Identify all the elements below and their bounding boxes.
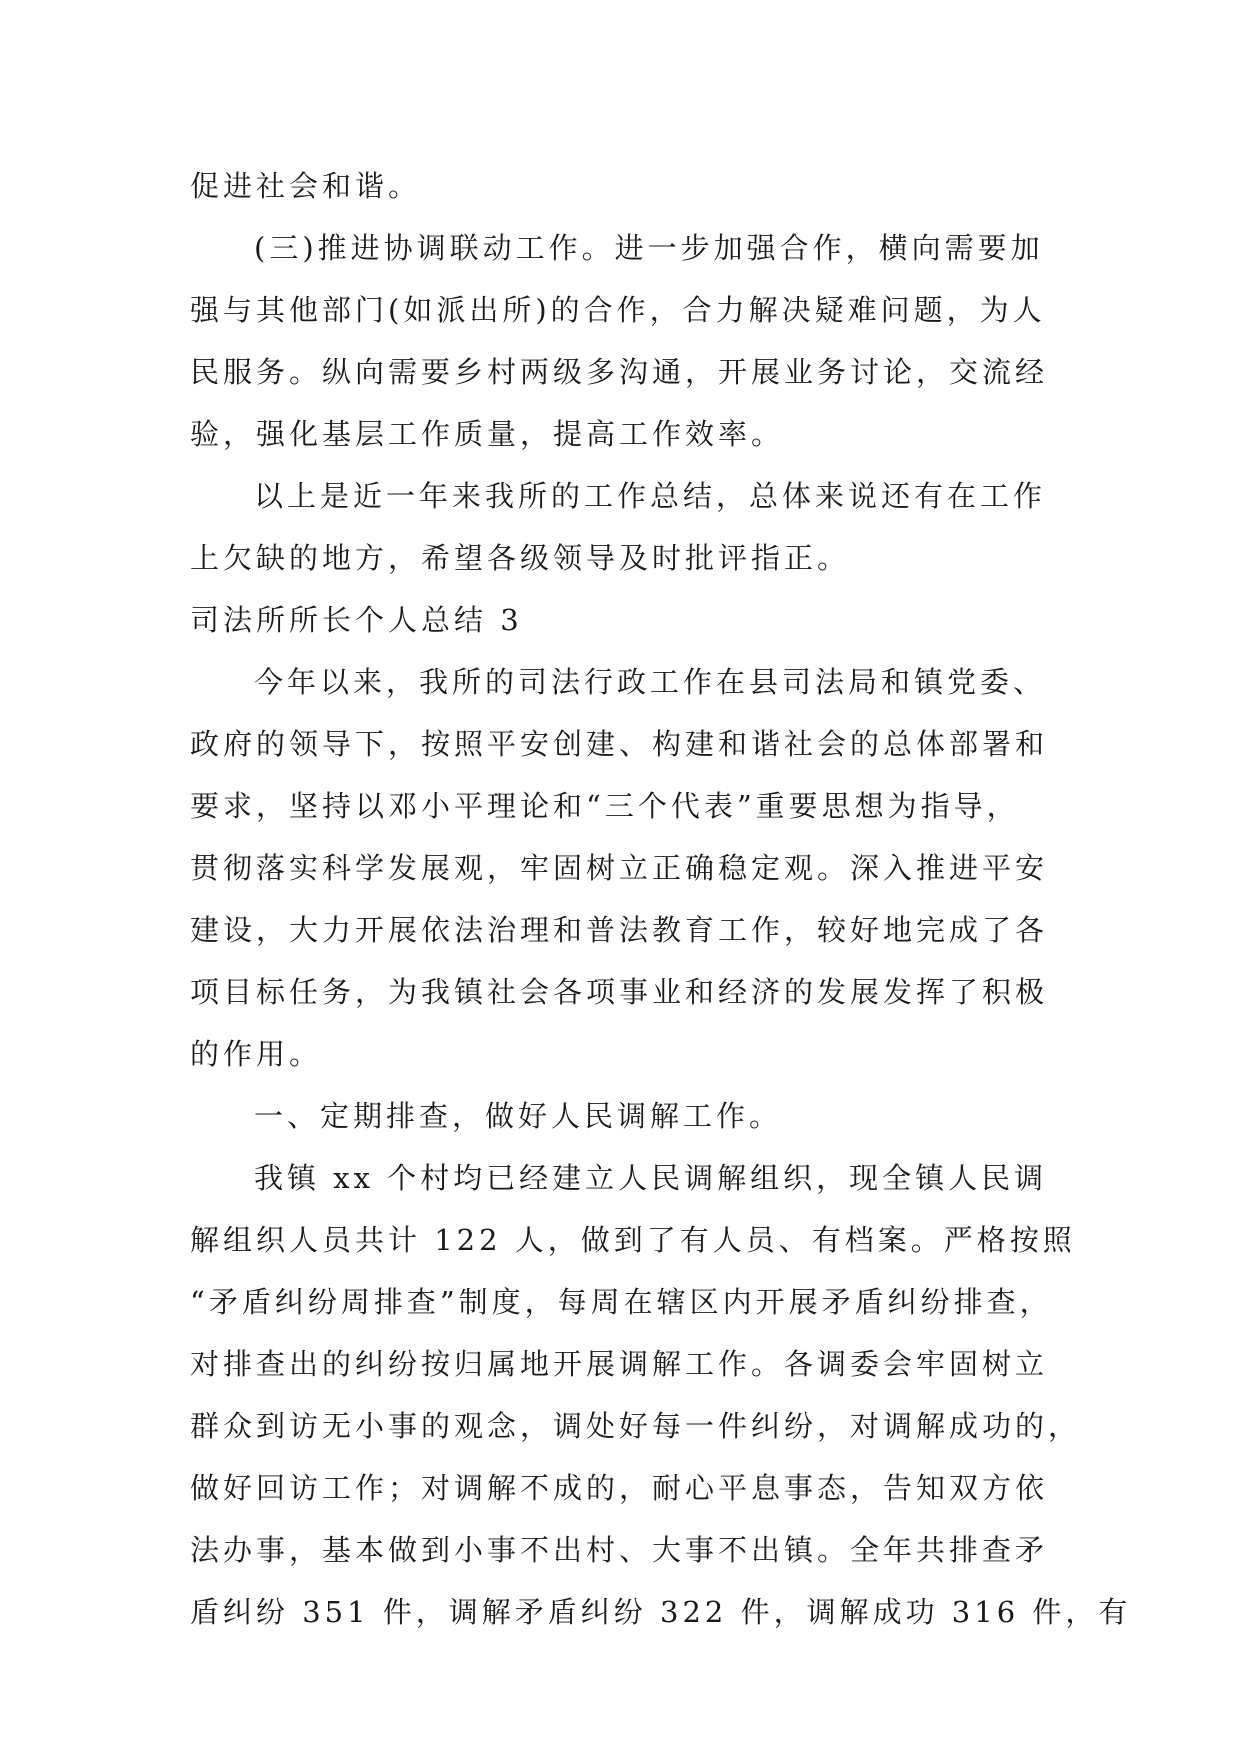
text-line: 今年以来，我所的司法行政工作在县司法局和镇党委、 [254,665,1047,699]
text-line: 促进社会和谐。 [190,169,422,203]
text-line: 项目标任务，为我镇社会各项事业和经济的发展发挥了积极 [190,975,1049,1009]
text-line: 盾纠纷 351 件，调解矛盾纠纷 322 件，调解成功 316 件，有 [190,1595,1132,1629]
text-line: 法办事，基本做到小事不出村、大事不出镇。全年共排查矛 [190,1533,1049,1567]
subsection-heading: 一、定期排查，做好人民调解工作。 [254,1099,783,1133]
text-line: 我镇 xx 个村均已经建立人民调解组织，现全镇人民调 [254,1161,1048,1195]
text-line: “矛盾纠纷周排查”制度，每周在辖区内开展矛盾纠纷排查， [190,1285,1053,1319]
section-heading: 司法所所长个人总结 3 [190,603,523,637]
document-body [190,155,1132,1643]
text-line: 政府的领导下，按照平安创建、构建和谐社会的总体部署和 [190,727,1049,761]
text-line: 做好回访工作；对调解不成的，耐心平息事态，告知双方依 [190,1471,1049,1505]
text-line: 民服务。纵向需要乡村两级多沟通，开展业务讨论，交流经 [190,355,1049,389]
text-line: 解组织人员共计 122 人，做到了有人员、有档案。严格按照 [190,1223,1076,1257]
text-line: 验，强化基层工作质量，提高工作效率。 [190,417,785,451]
text-line: 群众到访无小事的观念，调处好每一件纠纷，对调解成功的， [190,1409,1082,1443]
text-line: 对排查出的纠纷按归属地开展调解工作。各调委会牢固树立 [190,1347,1049,1381]
text-line: 建设，大力开展依法治理和普法教育工作，较好地完成了各 [190,913,1049,947]
text-line: (三)推进协调联动工作。进一步加强合作，横向需要加 [254,231,1044,265]
text-line: 的作用。 [190,1037,323,1071]
text-line: 上欠缺的地方，希望各级领导及时批评指正。 [190,541,851,575]
text-line: 要求，坚持以邓小平理论和“三个代表”重要思想为指导， [190,789,1020,823]
text-line: 强与其他部门(如派出所)的合作，合力解决疑难问题，为人 [190,293,1046,327]
text-line: 贯彻落实科学发展观，牢固树立正确稳定观。深入推进平安 [190,851,1049,885]
text-line: 以上是近一年来我所的工作总结，总体来说还有在工作 [254,479,1047,513]
